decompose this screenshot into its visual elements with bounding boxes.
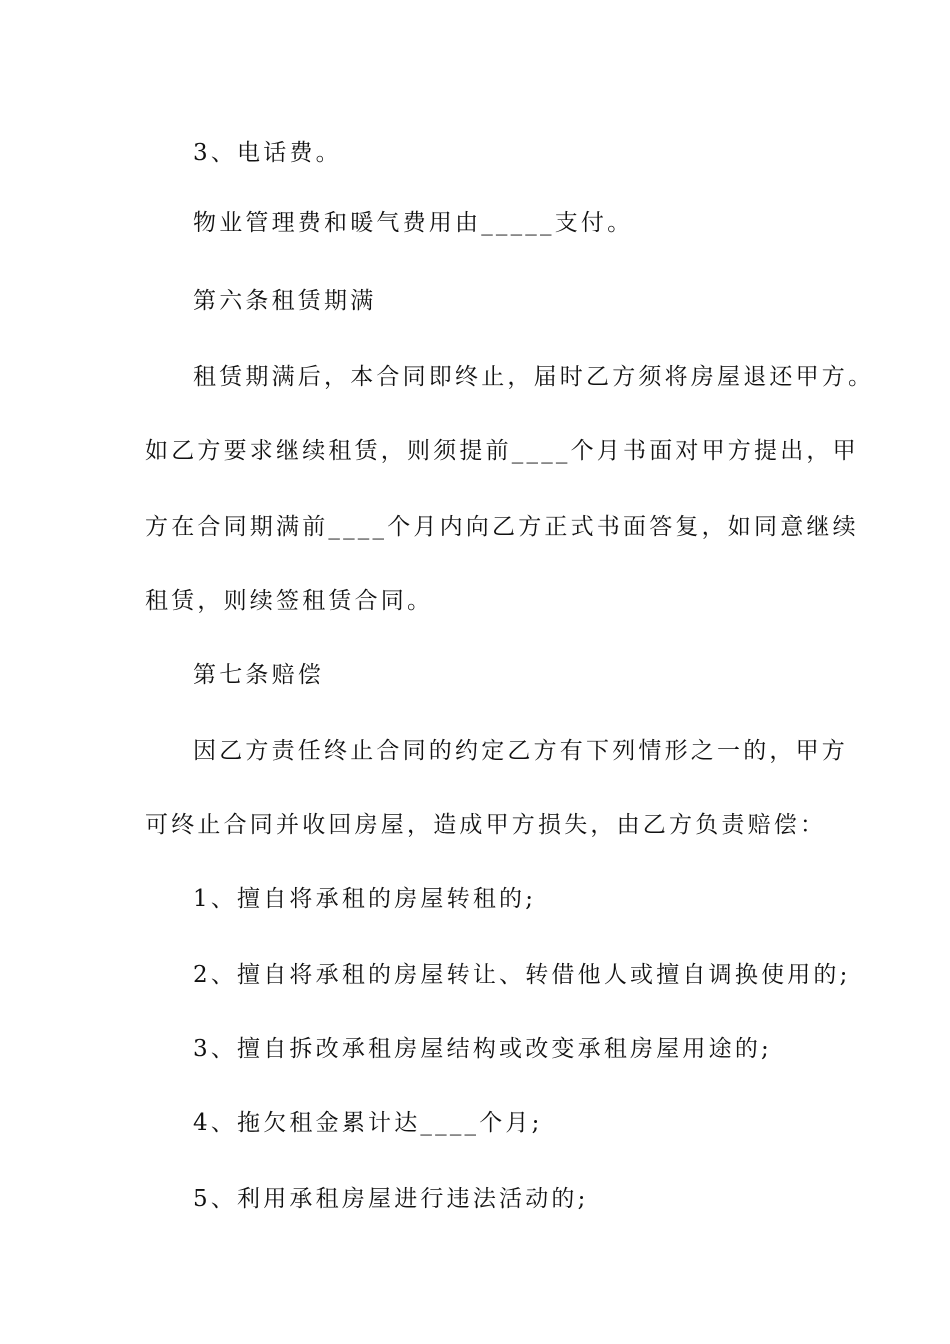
paragraph-lease-expiry-line-1: 租赁期满后，本合同即终止，届时乙方须将房屋退还甲方。 (193, 364, 875, 390)
paragraph-compensation-line-2: 可终止合同并收回房屋，造成甲方损失，由乙方负责赔偿： (145, 812, 827, 838)
item-phone-fee: 3、电话费。 (193, 140, 342, 166)
list-item-3: 3、擅自拆改承租房屋结构或改变承租房屋用途的; (193, 1036, 772, 1062)
list-item-4: 4、拖欠租金累计达____个月; (193, 1110, 543, 1136)
list-item-1: 1、擅自将承租的房屋转租的; (193, 886, 537, 912)
list-item-2: 2、擅自将承租的房屋转让、转借他人或擅自调换使用的; (193, 962, 851, 988)
paragraph-lease-expiry-line-4: 租赁，则续签租赁合同。 (145, 588, 434, 614)
section-heading-lease-expiry: 第六条租赁期满 (193, 288, 377, 314)
paragraph-compensation-line-1: 因乙方责任终止合同的约定乙方有下列情形之一的，甲方 (193, 738, 848, 764)
paragraph-property-fee: 物业管理费和暖气费用由_____支付。 (193, 210, 634, 236)
paragraph-lease-expiry-line-2: 如乙方要求继续租赁，则须提前____个月书面对甲方提出，甲 (145, 438, 859, 464)
section-heading-compensation: 第七条赔偿 (193, 662, 324, 688)
paragraph-lease-expiry-line-3: 方在合同期满前____个月内向乙方正式书面答复，如同意继续 (145, 514, 859, 540)
list-item-5: 5、利用承租房屋进行违法活动的; (193, 1186, 589, 1212)
